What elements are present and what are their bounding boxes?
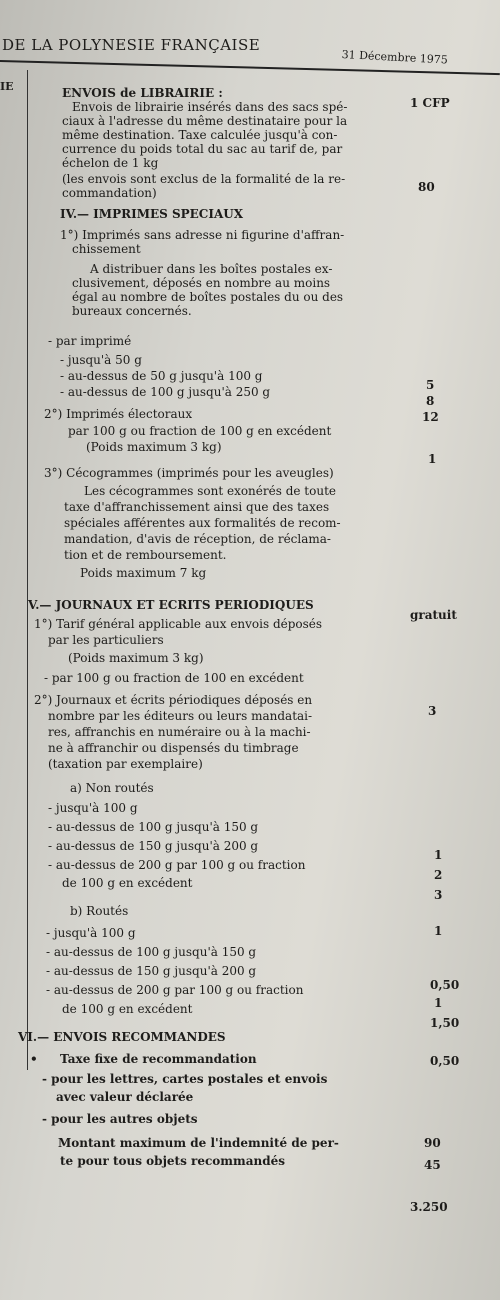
tariff-value: 1 — [434, 848, 443, 862]
column-marker: IE — [0, 80, 14, 93]
body-line: par 100 g ou fraction de 100 g en excédent — [68, 424, 332, 438]
tariff-value: 3 — [434, 888, 443, 902]
body-line: a) Non routés — [70, 781, 154, 795]
column-divider — [27, 70, 28, 1070]
body-line: échelon de 1 kg — [62, 156, 159, 170]
body-line: - par imprimé — [48, 334, 132, 348]
section-heading: IV.— IMPRIMES SPECIAUX — [60, 207, 244, 221]
body-line: Montant maximum de l'indemnité de per- — [58, 1136, 339, 1150]
tariff-value: 1 CFP — [410, 96, 450, 110]
body-line: - au-dessus de 50 g jusqu'à 100 g — [60, 369, 263, 383]
body-line: - jusqu'à 100 g — [46, 926, 136, 940]
body-line: 1°) Imprimés sans adresse ni figurine d'affran- — [60, 228, 345, 242]
body-line: mandation, d'avis de réception, de réclama- — [64, 532, 331, 546]
body-line: ciaux à l'adresse du même destinataire pour la — [62, 114, 348, 128]
tariff-value: 1 — [428, 452, 437, 466]
body-line: - au-dessus de 150 g jusqu'à 200 g — [46, 964, 257, 978]
tariff-value: 8 — [426, 394, 435, 408]
body-line: (taxation par exemplaire) — [48, 757, 203, 771]
tariff-value: 3.250 — [410, 1200, 448, 1214]
body-line: même destination. Taxe calculée jusqu'à con- — [62, 128, 338, 142]
tariff-value: 80 — [418, 180, 435, 194]
tariff-value: 1,50 — [430, 1016, 460, 1030]
body-line: Poids maximum 7 kg — [80, 566, 207, 580]
body-line: res, affranchis en numéraire ou à la machi- — [48, 725, 311, 739]
body-line: égal au nombre de boîtes postales du ou des — [72, 290, 344, 304]
page-header — [0, 0, 500, 67]
body-line: A distribuer dans les boîtes postales ex- — [90, 262, 333, 276]
body-line: - pour les autres objets — [42, 1112, 198, 1126]
body-line: - au-dessus de 100 g jusqu'à 150 g — [46, 945, 257, 959]
body-line: - pour les lettres, cartes postales et envois — [42, 1072, 328, 1086]
tariff-value: 0,50 — [430, 1054, 460, 1068]
body-line: (Poids maximum 3 kg) — [68, 651, 204, 665]
body-line: 1°) Tarif général applicable aux envois déposés — [34, 617, 323, 631]
body-line: b) Routés — [70, 904, 129, 918]
body-line: Taxe fixe de recommandation — [60, 1052, 257, 1066]
tariff-value: 2 — [434, 868, 443, 882]
body-line: - au-dessus de 100 g jusqu'à 150 g — [48, 820, 259, 834]
tariff-value: 5 — [426, 378, 435, 392]
body-line: - au-dessus de 200 g par 100 g ou fraction — [48, 858, 306, 872]
body-line: - au-dessus de 200 g par 100 g ou fraction — [46, 983, 304, 997]
tariff-value: 45 — [424, 1158, 441, 1172]
body-line: - jusqu'à 50 g — [60, 353, 142, 367]
body-line: tion et de remboursement. — [64, 548, 227, 562]
body-line: commandation) — [62, 186, 157, 200]
tariff-value: 90 — [424, 1136, 441, 1150]
tariff-value: 1 — [434, 996, 443, 1010]
body-line: avec valeur déclarée — [56, 1090, 194, 1104]
body-line: nombre par les éditeurs ou leurs mandatai- — [48, 709, 313, 723]
body-line: - par 100 g ou fraction de 100 en excédent — [44, 671, 304, 685]
body-line: te pour tous objets recommandés — [60, 1154, 285, 1168]
tariff-value: 0,50 — [430, 978, 460, 992]
body-line: clusivement, déposés en nombre au moins — [72, 276, 331, 290]
bullet-icon: • — [30, 1052, 38, 1066]
body-line: (les envois sont exclus de la formalité de la re- — [62, 172, 346, 186]
body-line: 2°) Journaux et écrits périodiques déposés en — [34, 693, 313, 707]
tariff-value: 12 — [422, 410, 439, 424]
tariff-value: 3 — [428, 704, 437, 718]
body-line: spéciales afférentes aux formalités de recom- — [64, 516, 341, 530]
body-line: taxe d'affranchissement ainsi que des taxes — [64, 500, 330, 514]
body-line: (Poids maximum 3 kg) — [86, 440, 222, 454]
body-line: Envois de librairie insérés dans des sacs spé- — [72, 100, 348, 114]
body-line: bureaux concernés. — [72, 304, 192, 318]
body-line: de 100 g en excédent — [62, 876, 193, 890]
section-heading: V.— JOURNAUX ET ECRITS PERIODIQUES — [28, 598, 314, 612]
body-line: de 100 g en excédent — [62, 1002, 193, 1016]
body-line: 2°) Imprimés électoraux — [44, 407, 193, 421]
body-line: currence du poids total du sac au tarif de, par — [62, 142, 343, 156]
body-line: chissement — [72, 242, 141, 256]
header-title: DE LA POLYNESIE FRANÇAISE — [2, 36, 261, 54]
body-line: - au-dessus de 150 g jusqu'à 200 g — [48, 839, 259, 853]
body-line: par les particuliers — [48, 633, 164, 647]
section-heading: VI.— ENVOIS RECOMMANDES — [18, 1030, 226, 1044]
body-line: - au-dessus de 100 g jusqu'à 250 g — [60, 385, 271, 399]
section-heading: ENVOIS de LIBRAIRIE : — [62, 86, 223, 100]
body-line: ne à affranchir ou dispensés du timbrage — [48, 741, 299, 755]
body-line: - jusqu'à 100 g — [48, 801, 138, 815]
body-line: Les cécogrammes sont exonérés de toute — [84, 484, 336, 498]
header-date: 31 Décembre 1975 — [341, 48, 449, 67]
tariff-value: 1 — [434, 924, 443, 938]
tariff-value: gratuit — [410, 608, 457, 622]
body-line: 3°) Cécogrammes (imprimés pour les aveugles) — [44, 466, 334, 480]
